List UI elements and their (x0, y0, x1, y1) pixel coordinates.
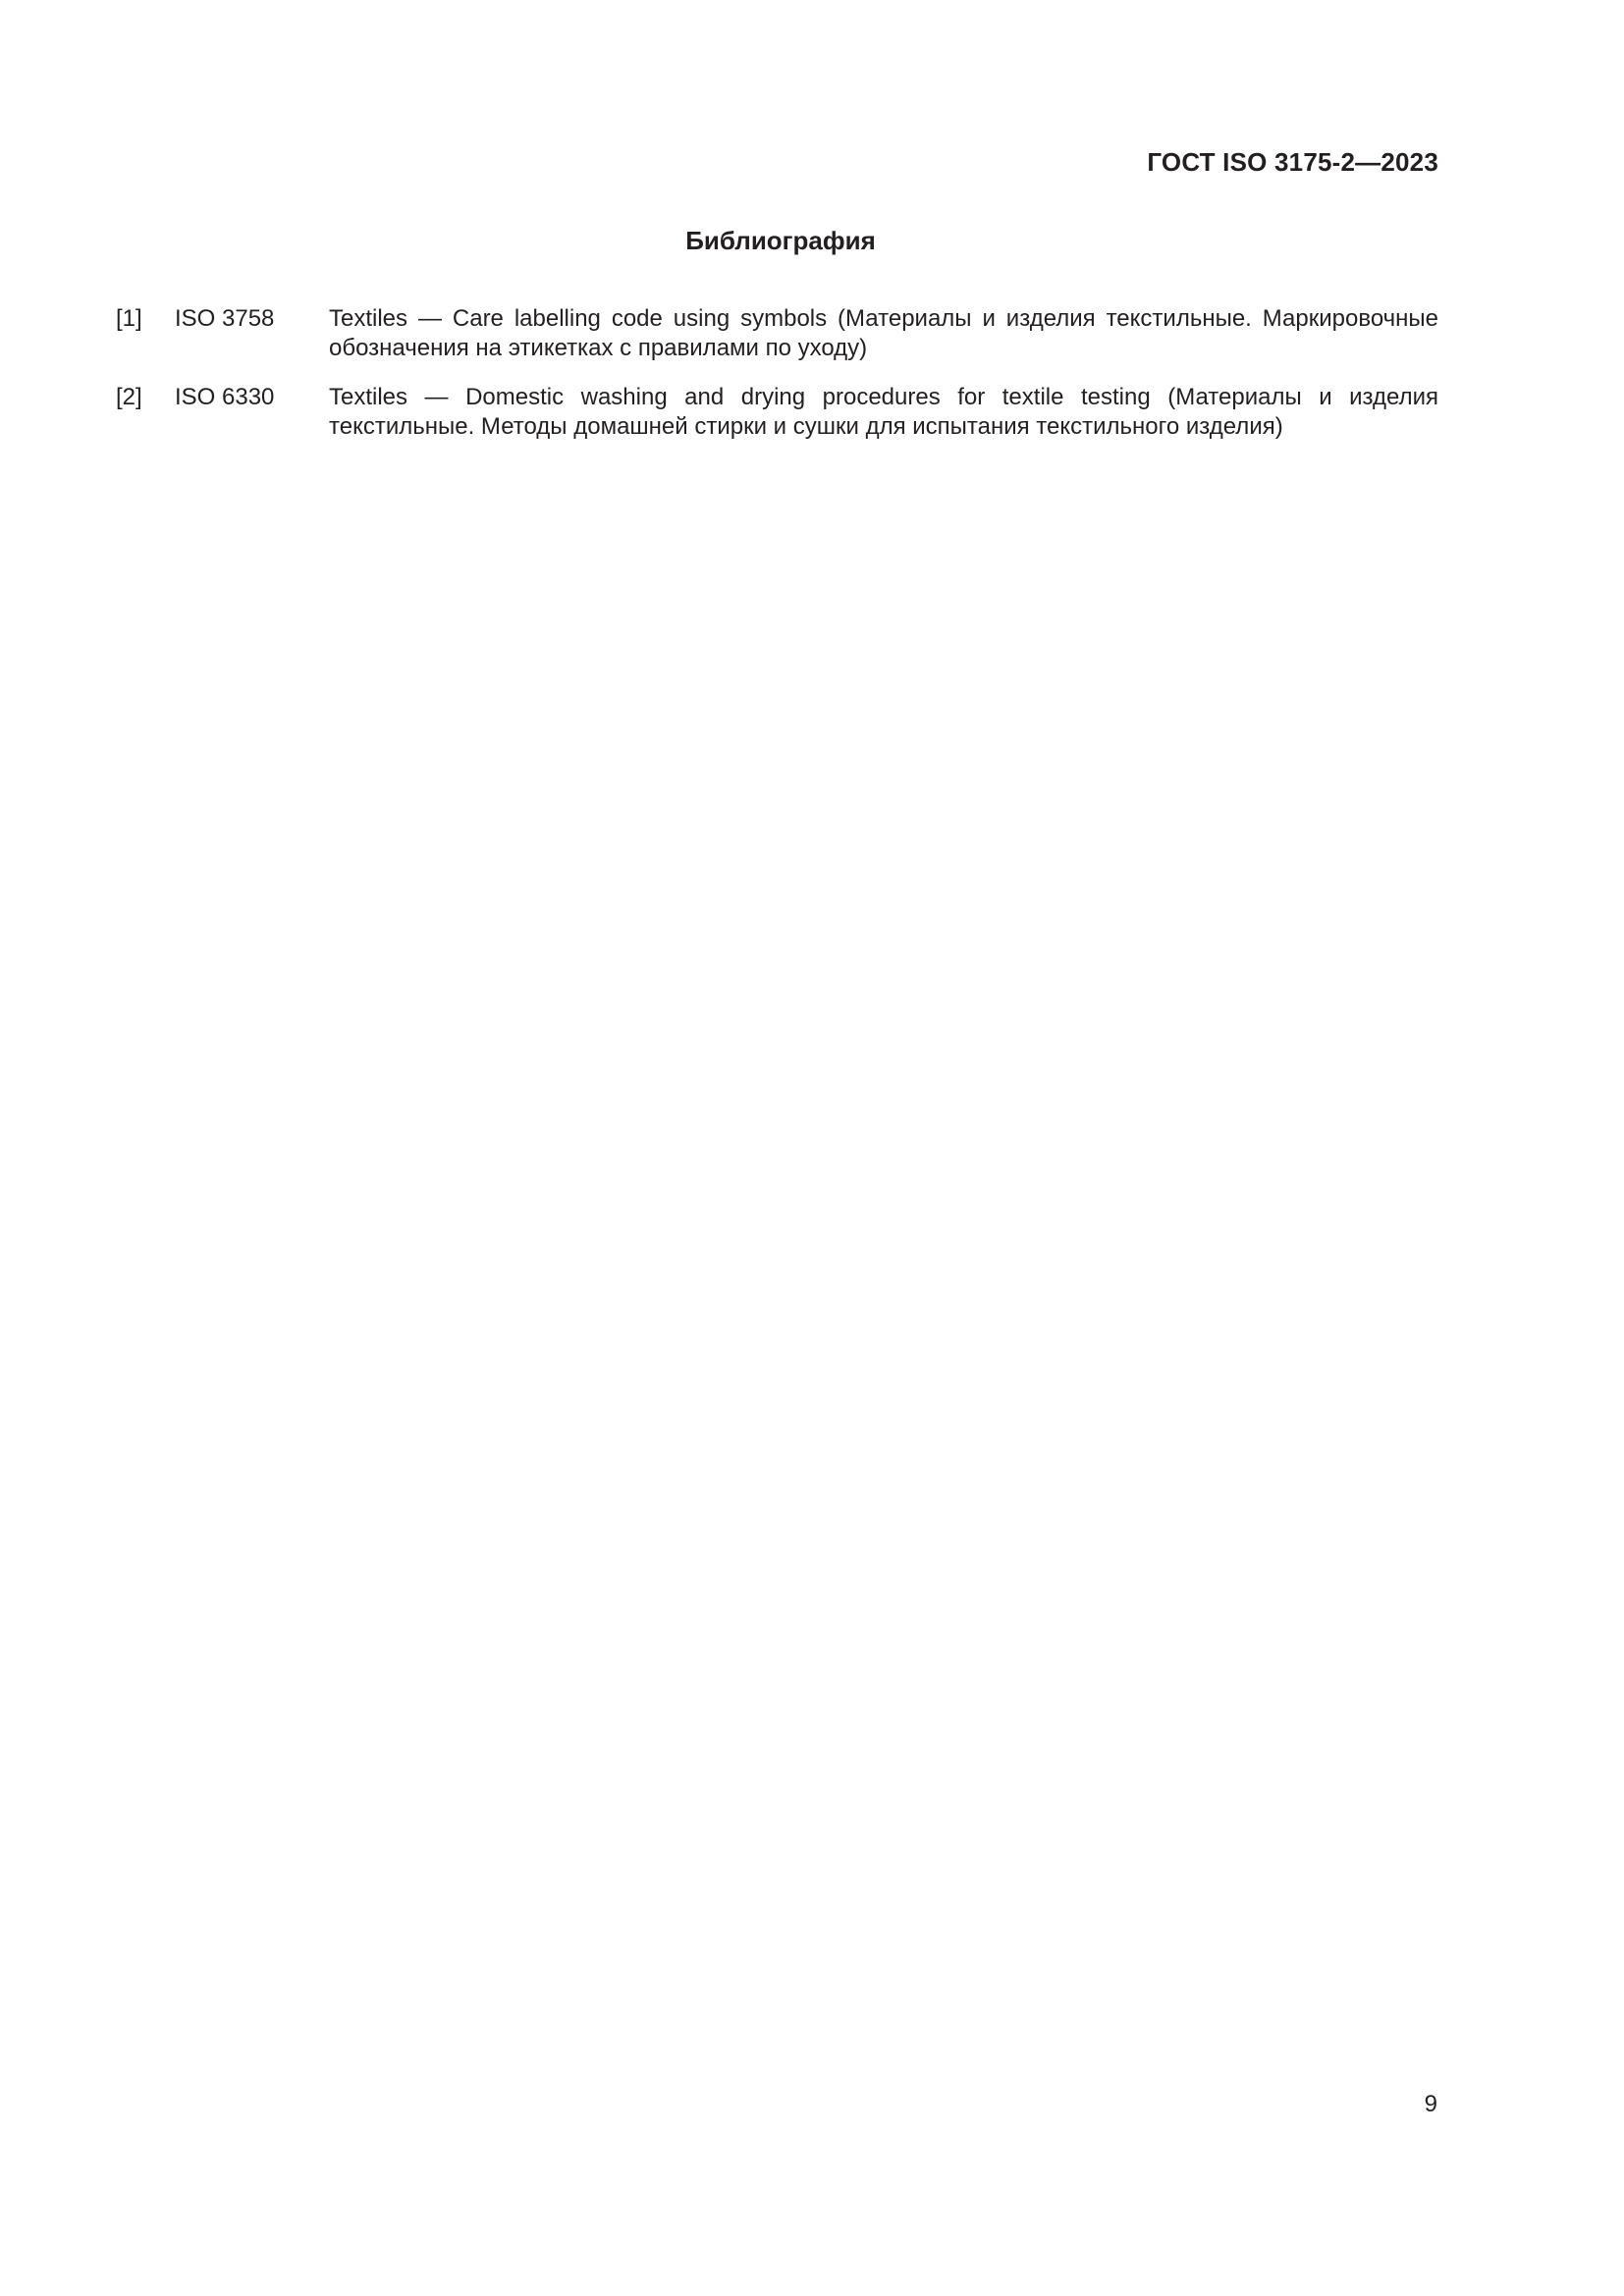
bibliography-entry-2 (116, 383, 1438, 442)
bibliography-number: [1] (116, 305, 142, 332)
bibliography-title: Textiles — Care labelling code using symbols (Материалы и изделия текстильные. Маркировочные обозначения на этикетках с правилами по уходу) (329, 305, 1438, 361)
bibliography-standard-code: ISO 6330 (175, 384, 275, 410)
page-number: 9 (1424, 2091, 1437, 2117)
bibliography-title: Textiles — Domestic washing and drying procedures for textile testing (Материалы и изделия текстильные. Методы домашней стирки и сушки для испытания текстильного изделия) (329, 384, 1438, 440)
bibliography-entry-1 (116, 304, 1438, 363)
bibliography-number: [2] (116, 384, 142, 410)
document-code-header: ГОСТ ISO 3175-2—2023 (1147, 147, 1438, 177)
bibliography-list (116, 304, 1438, 461)
section-title: Библиография (685, 226, 876, 255)
bibliography-standard-code: ISO 3758 (175, 305, 275, 332)
